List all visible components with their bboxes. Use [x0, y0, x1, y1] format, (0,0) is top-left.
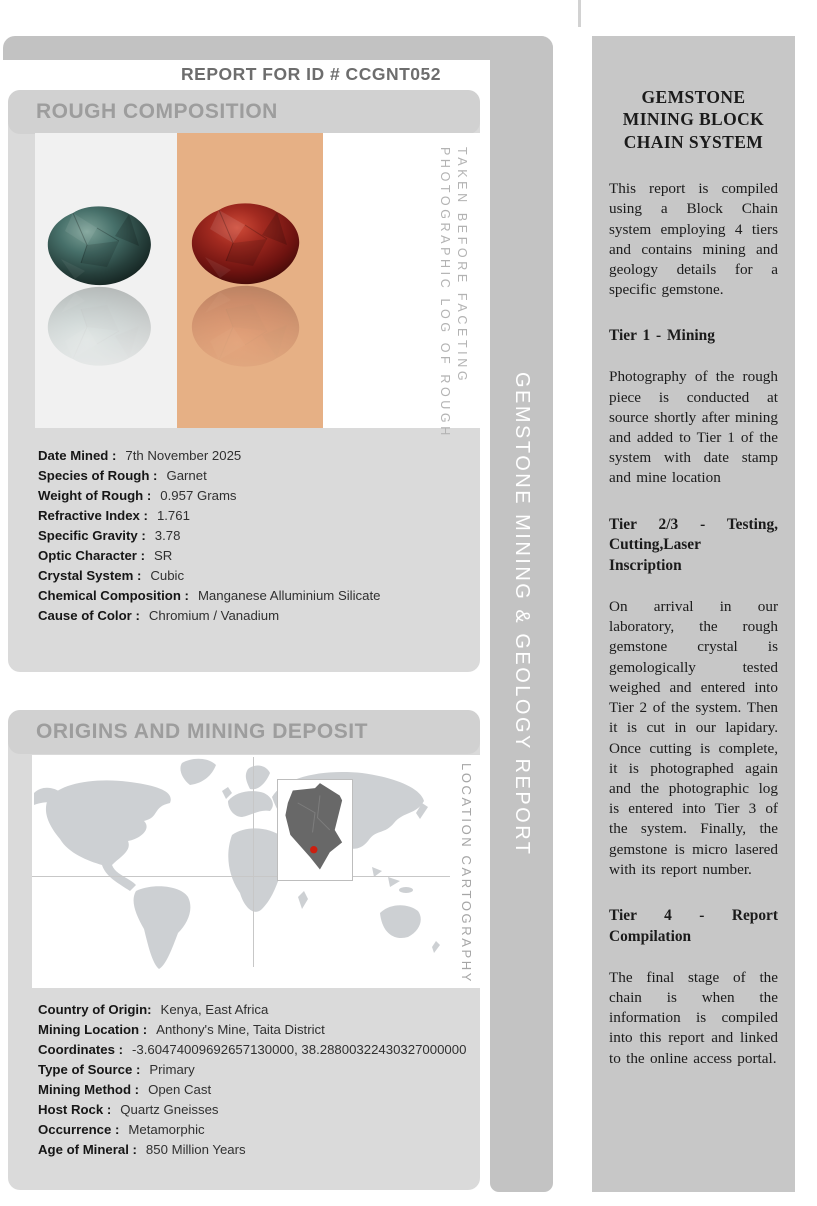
field-label: Chemical Composition : [38, 588, 189, 603]
map-crosshair-vertical [253, 757, 254, 967]
origins-header [8, 710, 480, 754]
red-rough-gemstone-photo [177, 133, 323, 428]
teal-rough-gemstone-photo [35, 133, 177, 428]
field-label: Coordinates : [38, 1042, 123, 1057]
kenya-shape [278, 780, 352, 880]
field-value: 850 Million Years [145, 1142, 246, 1157]
vertical-report-banner [490, 36, 553, 1192]
field-value: Metamorphic [128, 1122, 205, 1137]
field-value: -3.60474009692657130000, 38.28800322430327000000 [132, 1042, 467, 1057]
field-value: Garnet [166, 468, 207, 483]
field-label: Age of Mineral : [38, 1142, 137, 1157]
field-label: Country of Origin: [38, 1002, 152, 1017]
tier23-heading: Tier 2/3 - Testing, Cutting,Laser Inscription [609, 515, 778, 575]
photo-caption-vertical [436, 147, 470, 439]
field-label: Host Rock : [38, 1102, 112, 1117]
field-label: Date Mined : [38, 448, 117, 463]
location-map-block [32, 755, 480, 988]
card-top-bar [3, 36, 553, 60]
field-value: 0.957 Grams [160, 488, 237, 503]
field-country [38, 1000, 480, 1020]
sidebar-title: GEMSTONE MINING BLOCK CHAIN SYSTEM [622, 87, 765, 152]
rough-composition-title: ROUGH COMPOSITION [36, 100, 278, 123]
field-value: 7th November 2025 [125, 448, 242, 463]
field-label: Type of Source : [38, 1062, 141, 1077]
field-weight [38, 486, 478, 506]
field-label: Refractive Index : [38, 508, 148, 523]
field-mining-location [38, 1020, 480, 1040]
field-chemical-composition [38, 586, 478, 606]
photographic-log-block [35, 133, 480, 439]
field-label: Species of Rough : [38, 468, 158, 483]
field-mining-method [38, 1080, 480, 1100]
field-age [38, 1140, 480, 1160]
map-crosshair-horizontal [32, 876, 450, 877]
field-value: 3.78 [154, 528, 181, 543]
tier4-heading: Tier 4 - Report Compilation [609, 907, 778, 945]
origins-title: ORIGINS AND MINING DEPOSIT [36, 720, 368, 743]
field-label: Specific Gravity : [38, 528, 146, 543]
map-caption-vertical: LOCATION CARTOGRAPHY [459, 763, 474, 985]
mine-location-marker [310, 846, 317, 853]
teal-gemstone-image [35, 133, 177, 428]
origins-panel [8, 710, 480, 1190]
field-value: SR [154, 548, 173, 563]
field-value: Open Cast [148, 1082, 212, 1097]
field-label: Occurrence : [38, 1122, 120, 1137]
field-date-mined [38, 446, 478, 466]
field-occurrence [38, 1120, 480, 1140]
kenya-inset-map [277, 779, 353, 881]
field-value: Cubic [150, 568, 185, 583]
field-source-type [38, 1060, 480, 1080]
rough-field-list [38, 446, 478, 626]
tier4-body: The final stage of the chain is when the information is compiled into this report and linked to the online access portal. [609, 968, 778, 1067]
origins-field-list [38, 1000, 480, 1160]
field-value: Anthony's Mine, Taita District [156, 1022, 325, 1037]
field-host-rock [38, 1100, 480, 1120]
field-species [38, 466, 478, 486]
field-label: Crystal System : [38, 568, 142, 583]
tier1-heading: Tier 1 - Mining [609, 327, 715, 345]
field-optic-character [38, 546, 478, 566]
field-value: Quartz Gneisses [120, 1102, 219, 1117]
field-label: Weight of Rough : [38, 488, 152, 503]
field-label: Cause of Color : [38, 608, 140, 623]
field-value: Kenya, East Africa [160, 1002, 269, 1017]
tier1-body: Photography of the rough piece is conducted at source shortly after mining and added to Tier 1 of the system with date stamp and mine location [609, 368, 778, 487]
field-value: Chromium / Vanadium [148, 608, 280, 623]
sidebar-intro: This report is compiled using a Block Chain system employing 4 tiers and contains mining and geology details for a specific gemstone. [609, 180, 778, 299]
field-specific-gravity [38, 526, 478, 546]
page-title: REPORT FOR ID # CCGNT052 [181, 64, 441, 84]
field-label: Optic Character : [38, 548, 145, 563]
field-label: Mining Method : [38, 1082, 140, 1097]
rough-composition-panel [8, 90, 480, 672]
world-map [32, 757, 450, 983]
field-value: Manganese Alluminium Silicate [197, 588, 381, 603]
field-value: 1.761 [156, 508, 190, 523]
tier23-body: On arrival in our laboratory, the rough gemstone crystal is gemologically tested weighed and entered into Tier 2 of the system. Then it is cut in our lapidary. Once cutting is complete, it is photographed again and the photographic log is entered into Tier 3 of the system. Finally, the gemstone is micro lasered with its report number. [609, 597, 778, 878]
field-cause-of-color [38, 606, 478, 626]
vertical-report-banner-label: GEMSTONE MINING & GEOLOGY REPORT [511, 371, 533, 857]
photo-caption-line2: TAKEN BEFORE FACETING [455, 147, 469, 385]
red-gemstone-image [177, 133, 323, 428]
photo-caption-line1: PHOTOGRAPHIC LOG OF ROUGH [438, 147, 452, 439]
field-value: Primary [149, 1062, 195, 1077]
field-refractive-index [38, 506, 478, 526]
blockchain-info-sidebar [592, 36, 795, 1192]
field-label: Mining Location : [38, 1022, 148, 1037]
top-divider-line [578, 0, 581, 27]
field-crystal-system [38, 566, 478, 586]
field-coordinates [38, 1040, 480, 1060]
rough-composition-header [8, 90, 480, 134]
